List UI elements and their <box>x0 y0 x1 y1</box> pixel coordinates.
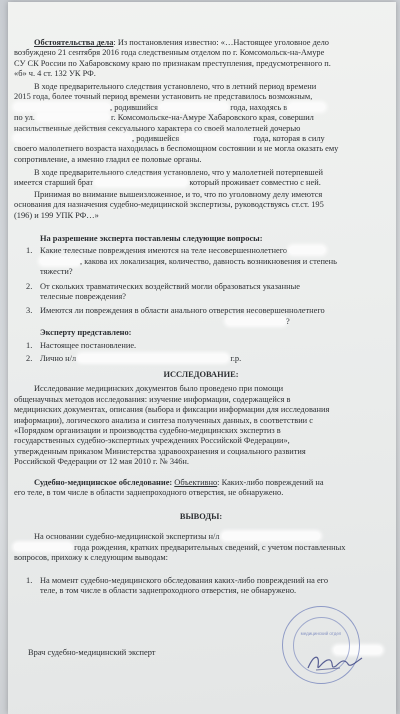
research-line: Российской Федерации от 12 мая 2010 г. № 346н. <box>14 457 189 467</box>
redacted-name <box>222 532 320 540</box>
redacted-date <box>181 134 251 142</box>
redacted-name <box>289 246 325 254</box>
investigation-line: , родившейся года, которая в силу <box>14 134 388 144</box>
circumstances-line: СУ СК России по Хабаровскому краю по признакам преступления, предусмотренного п. <box>14 58 331 68</box>
redacted-date <box>14 543 72 551</box>
circumstances-section <box>14 38 388 80</box>
research-section <box>14 370 388 468</box>
circumstances-heading: Обстоятельства дела <box>34 38 114 47</box>
research-line: государственных судебно-экспертных учреждениях Российской Федерации», <box>14 436 290 446</box>
investigation-line: своего малолетнего возраста находилась в беспомощном состоянии и не могла оказать ему <box>14 144 339 154</box>
presented-item: 2. Лично н/л г.р. <box>26 353 242 363</box>
circumstances-line: : Из постановления известно: «…Настоящее уголовное дело <box>113 38 329 47</box>
research-line: утвержденным приказом Министерства здравоохранения и социального развития <box>14 446 306 456</box>
questions-section <box>14 234 388 327</box>
redacted-place <box>289 103 325 111</box>
basis-line: Принимая во внимание вышеизложенное, и то, что по уголовному делу имеются <box>34 190 323 199</box>
investigation-section <box>14 82 388 165</box>
investigation-line: В ходе предварительного следствия установлено, что в летний период времени <box>34 82 317 91</box>
circumstances-line: «б» ч. 4 ст. 132 УК РФ. <box>14 69 96 79</box>
redacted-name <box>226 317 286 325</box>
research-line: информации), логического анализа и синтеза полученных данных, в соответствии с <box>14 415 313 425</box>
redacted-name <box>78 354 228 362</box>
questions-heading: На разрешение эксперта поставлены следующие вопросы: <box>40 234 263 243</box>
investigation-line: 2015 года, более точный период времени установить не представилось возможным, <box>14 92 313 102</box>
objective-label: Объективно <box>174 478 218 487</box>
basis-line: (196) и 199 УПК РФ…» <box>14 210 99 220</box>
basis-line: основания для назначения судебно-медицинской экспертизы, руководствуясь ст.ст. 195 <box>14 200 324 210</box>
conclusions-heading: ВЫВОДЫ: <box>179 512 223 521</box>
conclusions-section: ВЫВОДЫ: На основании судебно-медицинской экспертизы н/л года рождения, кратких предварительных сведений, с учетом поставленных вопросов, прихожу к следующим выводам: 1. На момент судебно-медицинского обследования каких-либо повреждений на его теле, в том числе в области заднепроходного отверстия, не обнаружено. <box>14 512 388 596</box>
redacted-name <box>95 178 187 186</box>
basis-section <box>14 190 388 221</box>
circumstances-line: возбуждено 21 сентября 2016 года следственным отделом по г. Комсомольск-на-Амуре <box>14 48 325 58</box>
redacted-address <box>37 113 109 121</box>
redacted-name <box>14 134 132 142</box>
paper-sheet <box>8 2 396 714</box>
brother-line: имеется старший брат который проживает совместно с ней. <box>14 178 321 188</box>
forensic-heading: Судебно-медицинское обследование: <box>34 478 173 487</box>
investigation-line: насильственные действия сексуального характера со своей малолетней дочерью <box>14 123 301 133</box>
research-line: медицинских документах, описания (выбора и фиксации информации для исследования <box>14 405 330 415</box>
research-heading: ИССЛЕДОВАНИЕ: <box>163 370 239 379</box>
presented-item: 1. Настоящее постановление. <box>26 341 137 351</box>
redacted-name <box>14 103 110 111</box>
research-line: общенаучных методов исследования: изучение информации, содержащейся в <box>14 394 291 404</box>
forensic-section: Судебно-медицинское обследование: Объективно: Каких-либо повреждений на его теле, в том числе в области заднепроходного отверстия, не обнаружено. <box>14 478 388 499</box>
investigation-line: , родившийся года, находясь в <box>14 103 388 113</box>
investigation-line: сопротивление, а именно гладил ее половые органы. <box>14 154 202 164</box>
brother-line: В ходе предварительного следствия установлено, что у малолетней потерпевшей <box>34 168 323 177</box>
presented-section <box>14 328 388 364</box>
handwritten-signature <box>304 648 364 678</box>
presented-heading: Эксперту представлено: <box>40 328 132 337</box>
question-item: 2. От скольких травматических воздействий могли образоваться указанные телесные повреждения? <box>26 281 300 302</box>
research-line: Исследование медицинских документов было проведено при помощи <box>34 384 284 394</box>
investigation-line: по ул. г. Комсомольске-на-Амуре Хабаровского края, совершил <box>14 113 314 123</box>
research-line: «Порядком организации и производства судебно-медицинских экспертиз в <box>14 426 281 436</box>
forensic-line: его теле, в том числе в области заднепроходного отверстия, не обнаружено. <box>14 488 284 498</box>
expert-title: Врач судебно-медицинский эксперт <box>28 648 156 657</box>
conclusion-item: 1. На момент судебно-медицинского обследования каких-либо повреждений на его теле, в том числе в области заднепроходного отверстия, не обнаружено. <box>26 575 329 596</box>
official-stamp: медицинский отдел <box>282 606 360 684</box>
conclusions-line: вопросов, прихожу к следующим выводам: <box>14 553 168 563</box>
brother-section <box>14 168 388 189</box>
redacted-date <box>160 103 228 111</box>
question-item: 1. Какие телесные повреждения имеются на теле несовершеннолетнего , какова их локализация, количество, давность возникновения и степень тяжести? <box>26 246 337 277</box>
redacted-name <box>40 257 80 265</box>
question-item: 3. Имеются ли повреждения в области анального отверстия несовершеннолетнего ? <box>26 306 325 326</box>
